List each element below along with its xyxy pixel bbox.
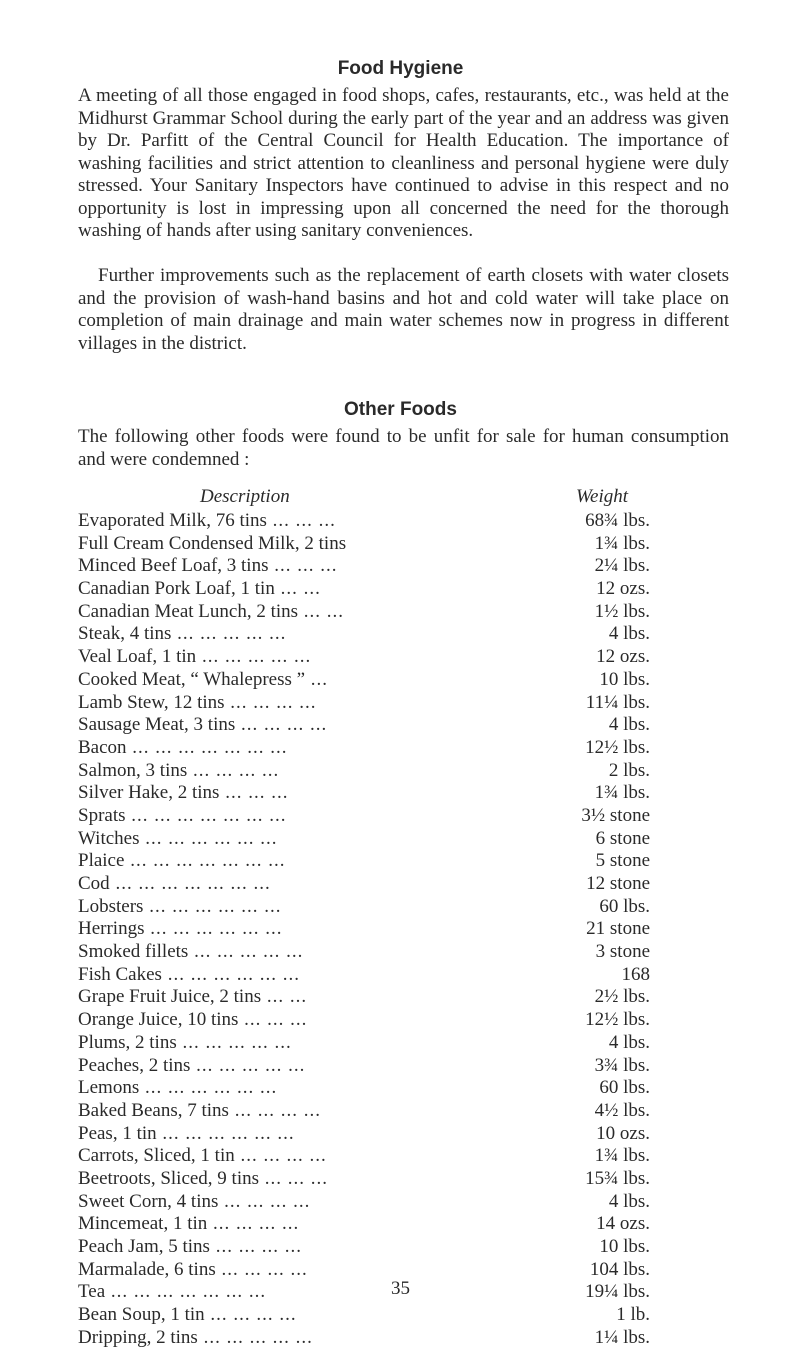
food-description (78, 805, 558, 828)
food-weight: 168 (621, 963, 650, 985)
food-description-text: Silver Hake, 2 tins (78, 782, 220, 804)
dot-leader: ... ... ... ... ... ... (156, 1122, 295, 1144)
food-description (78, 1168, 558, 1191)
food-weight: 10 lbs. (599, 1236, 650, 1257)
food-description-text: Tea (78, 1281, 106, 1303)
dot-leader: ... ... (274, 578, 321, 600)
food-weight: 12½ lbs. (585, 1009, 650, 1031)
food-weight: 68¾ lbs. (585, 510, 650, 531)
food-description-text: Peach Jam, 5 tins (78, 1236, 210, 1257)
table-row (78, 828, 648, 851)
food-description (78, 1009, 558, 1032)
section-heading-food-hygiene: Food Hygiene (337, 58, 464, 79)
dot-leader: ... ... ... ... ... ... (139, 827, 278, 849)
table-row (78, 1236, 648, 1259)
food-description (78, 850, 558, 873)
dot-leader: ... ... ... ... ... ... (161, 963, 300, 985)
food-description-text: Cooked Meat, “ Whalepress ” (78, 668, 306, 690)
food-description (78, 828, 558, 851)
food-weight: 4 lbs. (608, 1190, 650, 1212)
food-description (78, 1191, 558, 1214)
dot-leader: ... ... (298, 600, 345, 622)
food-weight: 3¾ lbs. (594, 1054, 650, 1076)
food-description-text: Sprats (78, 804, 126, 826)
food-description-text: Salmon, 3 tins (78, 759, 188, 781)
table-row (78, 850, 648, 873)
table-row (78, 1123, 648, 1146)
dot-leader: ... ... ... ... ... ... (143, 895, 282, 917)
food-description (78, 1327, 558, 1349)
dot-leader: ... ... ... (268, 555, 338, 577)
food-weight: 1¾ lbs. (594, 1145, 650, 1167)
dot-leader: ... ... ... (259, 1167, 329, 1189)
food-description-text: Witches (78, 827, 140, 849)
table-row (78, 692, 648, 715)
table-row (78, 623, 648, 646)
food-description (78, 1100, 558, 1123)
dot-leader: ... ... ... ... (224, 691, 317, 713)
food-weight: 2½ lbs. (594, 986, 650, 1008)
food-weight: 4½ lbs. (594, 1099, 650, 1121)
table-row (78, 737, 648, 760)
food-weight: 19¼ lbs. (585, 1281, 650, 1303)
food-weight: 2¼ lbs. (594, 555, 650, 577)
food-description (78, 1213, 558, 1236)
food-description-text: Lobsters (78, 895, 144, 917)
table-row (78, 782, 648, 805)
food-description-text: Lemons (78, 1077, 140, 1099)
food-description (78, 1236, 558, 1259)
table-row (78, 714, 648, 737)
dot-leader: ... ... ... ... ... (190, 1054, 306, 1076)
table-row (78, 964, 648, 987)
dot-leader: ... ... ... ... ... (171, 623, 287, 645)
dot-leader: ... ... ... ... ... ... ... (125, 804, 287, 826)
food-weight: 14 ozs. (596, 1213, 650, 1235)
food-description (78, 555, 558, 578)
food-description (78, 1145, 558, 1168)
dot-leader: ... ... ... ... ... (188, 941, 304, 963)
food-description (78, 714, 558, 737)
food-weight: 1¾ lbs. (594, 532, 650, 554)
table-row (78, 555, 648, 578)
food-description-text: Beetroots, Sliced, 9 tins (78, 1167, 260, 1189)
food-description-text: Baked Beans, 7 tins (78, 1099, 229, 1121)
dot-leader: ... ... (261, 986, 308, 1008)
table-row (78, 669, 648, 692)
food-weight: 60 lbs. (599, 1077, 650, 1099)
food-weight: 21 stone (586, 918, 650, 940)
food-description-text: Plaice (78, 850, 125, 872)
food-description-text: Canadian Meat Lunch, 2 tins (78, 600, 299, 622)
food-description (78, 896, 558, 919)
dot-leader: ... ... ... ... (209, 1236, 302, 1257)
food-description (78, 1077, 558, 1100)
food-weight: 12 ozs. (596, 578, 650, 600)
food-weight: 1 lb. (616, 1304, 650, 1326)
food-description (78, 941, 558, 964)
food-weight: 1¾ lbs. (594, 782, 650, 804)
dot-leader: ... ... ... ... (234, 1145, 327, 1167)
food-description-text: Bean Soup, 1 tin (78, 1304, 205, 1326)
food-description (78, 1304, 558, 1327)
food-description-text: Dripping, 2 tins (78, 1326, 198, 1348)
food-description-text: Smoked fillets (78, 941, 189, 963)
improvements-paragraph: Further improvements such as the replacement of earth closets with water closets and the provision of wash-hand basins and hot and cold water will take place on completion of main drainage and main water schemes now in progress in different villages in the district. (78, 265, 729, 354)
dot-leader: ... ... ... (266, 510, 336, 531)
food-description-text: Orange Juice, 10 tins (78, 1009, 239, 1031)
food-description-text: Sweet Corn, 4 tins (78, 1190, 219, 1212)
food-description (78, 918, 558, 941)
dot-leader: ... ... ... ... (207, 1213, 300, 1235)
food-weight: 5 stone (595, 850, 650, 872)
food-description-text: Carrots, Sliced, 1 tin (78, 1145, 235, 1167)
table-row (78, 1191, 648, 1214)
food-description-text: Sausage Meat, 3 tins (78, 714, 236, 736)
food-description (78, 873, 558, 896)
dot-leader: ... ... ... ... ... (176, 1031, 292, 1053)
food-description (78, 760, 558, 783)
food-description (78, 646, 558, 669)
food-description (78, 623, 558, 646)
condemned-foods-table (78, 510, 648, 1349)
table-row (78, 601, 648, 624)
food-description (78, 533, 558, 556)
table-row (78, 510, 648, 533)
food-weight: 12½ lbs. (585, 736, 650, 758)
food-description (78, 1032, 558, 1055)
table-row (78, 760, 648, 783)
food-weight: 10 lbs. (599, 668, 650, 690)
column-header-weight: Weight (575, 486, 629, 507)
food-description (78, 986, 558, 1009)
food-weight: 3 stone (595, 941, 650, 963)
dot-leader: ... ... ... (219, 782, 289, 804)
table-row (78, 1100, 648, 1123)
food-description (78, 669, 558, 692)
table-row (78, 918, 648, 941)
table-row (78, 1145, 648, 1168)
dot-leader: ... ... ... ... ... (196, 646, 312, 668)
food-weight: 15¾ lbs. (585, 1167, 650, 1189)
food-description-text: Grape Fruit Juice, 2 tins (78, 986, 262, 1008)
table-row (78, 1168, 648, 1191)
food-description-text: Evaporated Milk, 76 tins (78, 510, 267, 531)
food-description (78, 1123, 558, 1146)
dot-leader: ... ... ... ... (215, 1258, 308, 1280)
section-heading-other-foods: Other Foods (344, 399, 457, 420)
food-weight: 104 lbs. (589, 1258, 650, 1280)
food-weight: 1¼ lbs. (594, 1326, 650, 1348)
food-description-text: Cod (78, 873, 110, 894)
food-description-text: Minced Beef Loaf, 3 tins (78, 555, 269, 577)
table-row (78, 941, 648, 964)
table-row (78, 533, 648, 556)
food-weight: 2 lbs. (608, 759, 650, 781)
food-description-text: Canadian Pork Loaf, 1 tin (78, 578, 275, 600)
food-description (78, 692, 558, 715)
dot-leader: ... ... ... ... (218, 1190, 311, 1212)
food-description-text: Bacon (78, 736, 127, 758)
food-description (78, 1055, 558, 1078)
dot-leader: ... ... ... ... ... ... ... (126, 736, 288, 758)
food-weight: 11¼ lbs. (585, 691, 650, 713)
dot-leader: ... ... ... (238, 1009, 308, 1031)
other-foods-intro-paragraph: The following other foods were found to be unfit for sale for human consumption and were condemned : (78, 426, 729, 470)
dot-leader: ... ... ... ... (187, 759, 280, 781)
food-description (78, 578, 558, 601)
food-description-text: Steak, 4 tins (78, 623, 172, 645)
food-description (78, 510, 558, 533)
food-weight: 12 ozs. (596, 646, 650, 668)
food-weight: 4 lbs. (608, 1031, 650, 1053)
food-description (78, 782, 558, 805)
food-description-text: Herrings (78, 918, 145, 940)
food-description-text: Peas, 1 tin (78, 1122, 157, 1144)
food-hygiene-paragraph: A meeting of all those engaged in food shops, cafes, restaurants, etc., was held at the Midhurst Grammar School during the early part of the year and an address was given by Dr. Parfitt of the Central Council for Health Education. The importance of washing facilities and strict attention to cleanliness and personal hygiene were duly stressed. Your Sanitary Inspectors have continued to advise in this respect and no opportunity is lost in impressing upon all concerned the need for the thorough washing of hands after using sanitary conveniences. (78, 85, 729, 241)
table-row (78, 1032, 648, 1055)
table-row (78, 1077, 648, 1100)
table-row (78, 646, 648, 669)
dot-leader: ... ... ... ... ... ... ... (124, 850, 286, 872)
food-description-text: Marmalade, 6 tins (78, 1258, 216, 1280)
food-weight: 60 lbs. (599, 895, 650, 917)
food-description-text: Full Cream Condensed Milk, 2 tins (78, 532, 347, 554)
table-row (78, 986, 648, 1009)
dot-leader: ... (305, 668, 329, 690)
food-description-text: Mincemeat, 1 tin (78, 1213, 208, 1235)
food-description-text: Plums, 2 tins (78, 1031, 177, 1053)
table-row (78, 896, 648, 919)
dot-leader: ... ... ... ... ... ... ... (109, 873, 271, 894)
dot-leader: ... ... ... ... (228, 1099, 321, 1121)
table-row (78, 1055, 648, 1078)
column-header-description: Description (200, 486, 290, 507)
table-row (78, 1213, 648, 1236)
food-description (78, 737, 558, 760)
food-weight: 12 stone (586, 873, 650, 894)
dot-leader: ... ... ... ... ... (197, 1326, 313, 1348)
dot-leader: ... ... ... ... (235, 714, 328, 736)
food-weight: 4 lbs. (608, 714, 650, 736)
food-description-text: Veal Loaf, 1 tin (78, 646, 197, 668)
dot-leader: ... ... ... ... ... ... (139, 1077, 278, 1099)
food-description-text: Lamb Stew, 12 tins (78, 691, 225, 713)
dot-leader: ... ... ... ... (204, 1304, 297, 1326)
table-row (78, 1009, 648, 1032)
food-description (78, 601, 558, 624)
table-row (78, 578, 648, 601)
table-row (78, 873, 648, 896)
table-row (78, 1304, 648, 1327)
food-weight: 3½ stone (581, 804, 650, 826)
food-description-text: Peaches, 2 tins (78, 1054, 191, 1076)
food-weight: 6 stone (595, 827, 650, 849)
dot-leader: ... ... ... ... ... ... (144, 918, 283, 940)
food-description-text: Fish Cakes (78, 963, 162, 985)
page-number: 35 (391, 1278, 410, 1299)
food-weight: 4 lbs. (608, 623, 650, 645)
food-weight: 1½ lbs. (594, 600, 650, 622)
dot-leader: ... ... ... ... ... ... ... (105, 1281, 267, 1303)
table-row (78, 1327, 648, 1349)
food-description (78, 964, 558, 987)
food-weight: 10 ozs. (596, 1122, 650, 1144)
table-row (78, 805, 648, 828)
